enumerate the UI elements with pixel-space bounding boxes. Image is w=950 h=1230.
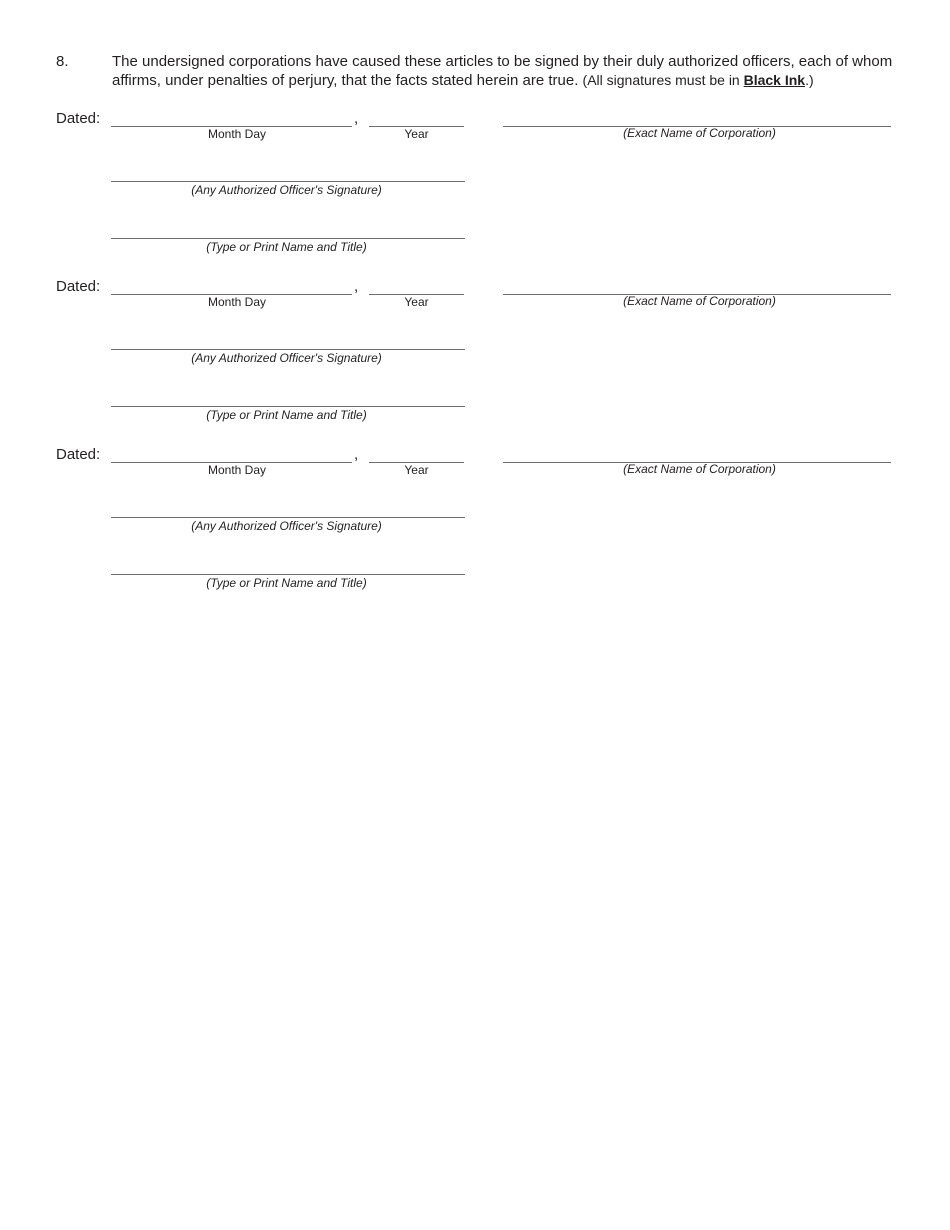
- black-ink-note: [583, 72, 814, 88]
- dated-label: Dated:: [56, 278, 101, 295]
- year-caption: Year: [404, 295, 429, 309]
- signature-caption: (Any Authorized Officer's Signature): [191, 519, 382, 533]
- date-comma: ,: [354, 278, 359, 295]
- year-caption: Year: [404, 463, 429, 477]
- dated-label: Dated:: [56, 110, 101, 127]
- note-prefix: (All signatures must be in: [582, 72, 744, 88]
- name-title-caption: (Type or Print Name and Title): [206, 408, 367, 422]
- corporation-caption: (Exact Name of Corporation): [623, 462, 776, 476]
- year-caption: Year: [404, 127, 429, 141]
- section-number: 8.: [56, 53, 69, 70]
- name-title-field[interactable]: [111, 574, 465, 575]
- name-title-caption: (Type or Print Name and Title): [206, 576, 367, 590]
- date-comma: ,: [354, 110, 359, 127]
- dated-label: Dated:: [56, 446, 101, 463]
- signature-block: [0, 277, 950, 445]
- corporation-caption: (Exact Name of Corporation): [623, 126, 776, 140]
- name-title-field[interactable]: [111, 238, 465, 239]
- section-statement: [112, 52, 912, 90]
- officer-signature-field[interactable]: [111, 181, 465, 182]
- black-ink-emphasis: Black Ink: [743, 72, 806, 88]
- signature-caption: (Any Authorized Officer's Signature): [191, 183, 382, 197]
- name-title-caption: (Type or Print Name and Title): [206, 240, 367, 254]
- corporation-caption: (Exact Name of Corporation): [623, 294, 776, 308]
- note-suffix: .): [805, 72, 814, 88]
- name-title-field[interactable]: [111, 406, 465, 407]
- month-day-caption: Month Day: [208, 463, 267, 477]
- officer-signature-field[interactable]: [111, 517, 465, 518]
- signature-block: [0, 109, 950, 277]
- month-day-caption: Month Day: [208, 127, 267, 141]
- month-day-caption: Month Day: [208, 295, 267, 309]
- officer-signature-field[interactable]: [111, 349, 465, 350]
- date-comma: ,: [354, 446, 359, 463]
- signature-caption: (Any Authorized Officer's Signature): [191, 351, 382, 365]
- signature-block: [0, 445, 950, 613]
- statement-text: The undersigned corporations have caused these articles to be signed by their duly authorized officers, each of whom affirms, under penalties of perjury, that the facts stated herein are true.: [112, 53, 893, 89]
